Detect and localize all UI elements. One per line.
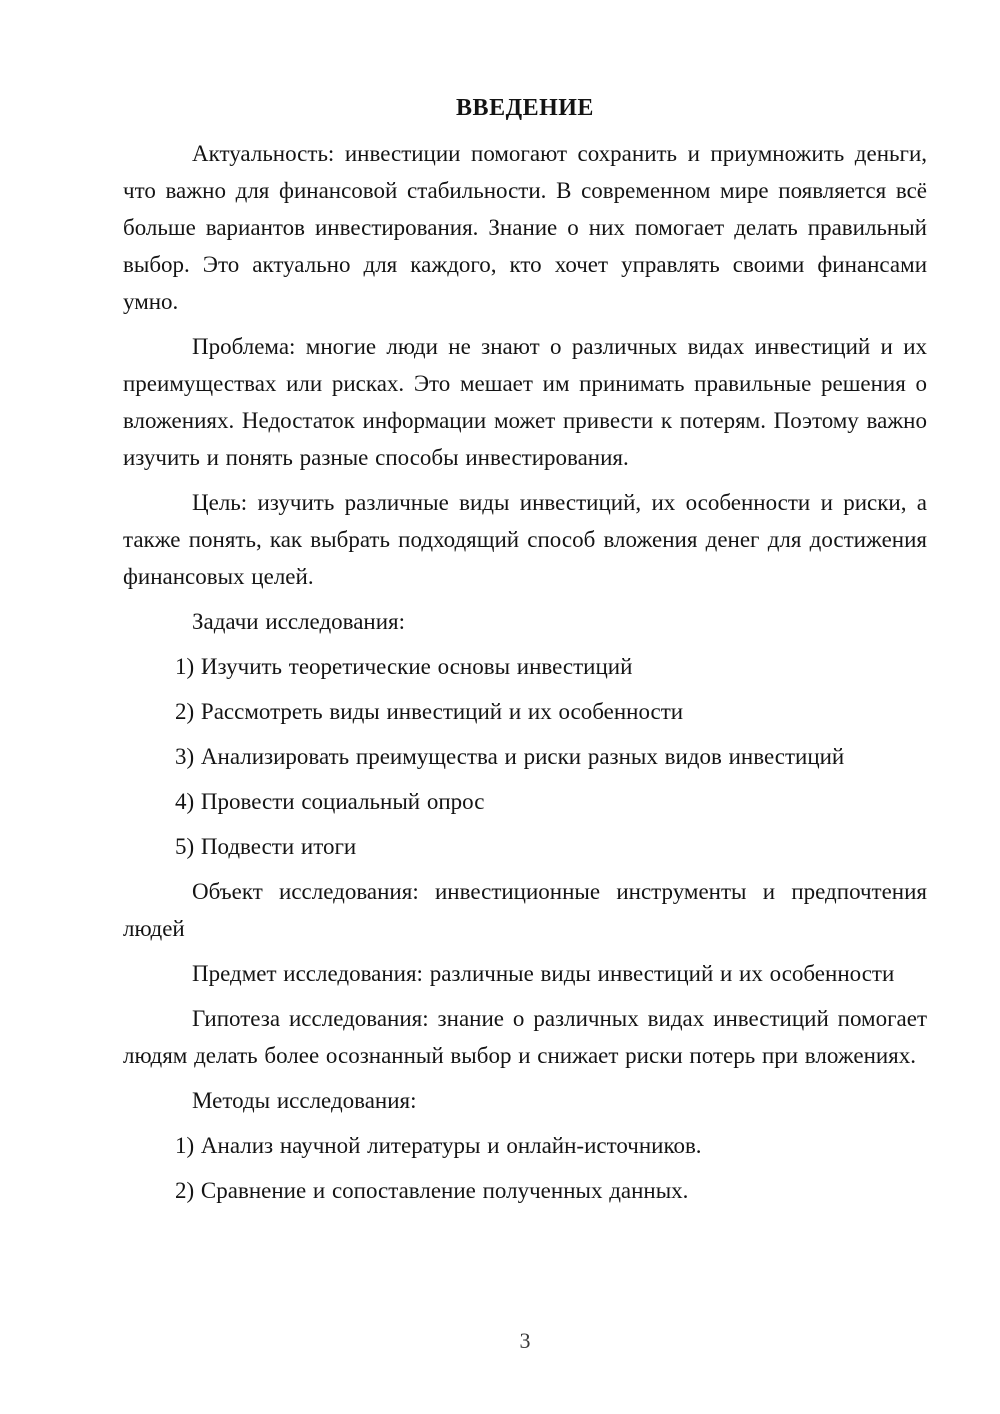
paragraph-hypothesis: Гипотеза исследования: знание о различных видах инвестиций помогает людям делать более осознанный выбор и снижает риски потерь при вложениях. [123, 1006, 927, 1068]
task-list-item-1: 1) Изучить теоретические основы инвестиций [175, 654, 633, 679]
method-list-item-1: 1) Анализ научной литературы и онлайн-источников. [175, 1133, 702, 1158]
section-title: ВВЕДЕНИЕ [456, 95, 594, 121]
task-list-item-4: 4) Провести социальный опрос [175, 789, 485, 814]
paragraph-tasks-heading: Задачи исследования: [192, 609, 406, 634]
paragraph-methods-heading: Методы исследования: [192, 1088, 417, 1113]
page-number: 3 [519, 1328, 531, 1353]
paragraph-research-object: Объект исследования: инвестиционные инструменты и предпочтения людей [123, 879, 927, 941]
paragraph-problem: Проблема: многие люди не знают о различных видах инвестиций и их преимуществах или рисках. Это мешает им принимать правильные решения о вложениях. Недостаток информации может привести к потерям. Поэтому важно изучить и понять разные способы инвестирования. [123, 334, 927, 470]
task-list-item-3: 3) Анализировать преимущества и риски разных видов инвестиций [175, 744, 845, 769]
task-list-item-2: 2) Рассмотреть виды инвестиций и их особенности [175, 699, 684, 724]
paragraph-research-subject: Предмет исследования: различные виды инвестиций и их особенности [192, 961, 895, 986]
paragraph-relevance: Актуальность: инвестиции помогают сохранить и приумножить деньги, что важно для финансовой стабильности. В современном мире появляется всё больше вариантов инвестирования. Знание о них помогает делать правильный выбор. Это актуально для каждого, кто хочет управлять своими финансами умно. [123, 141, 927, 314]
method-list-item-2: 2) Сравнение и сопоставление полученных данных. [175, 1178, 689, 1203]
task-list-item-5: 5) Подвести итоги [175, 834, 357, 859]
paragraph-goal: Цель: изучить различные виды инвестиций, их особенности и риски, а также понять, как выбрать подходящий способ вложения денег для достижения финансовых целей. [123, 490, 927, 589]
